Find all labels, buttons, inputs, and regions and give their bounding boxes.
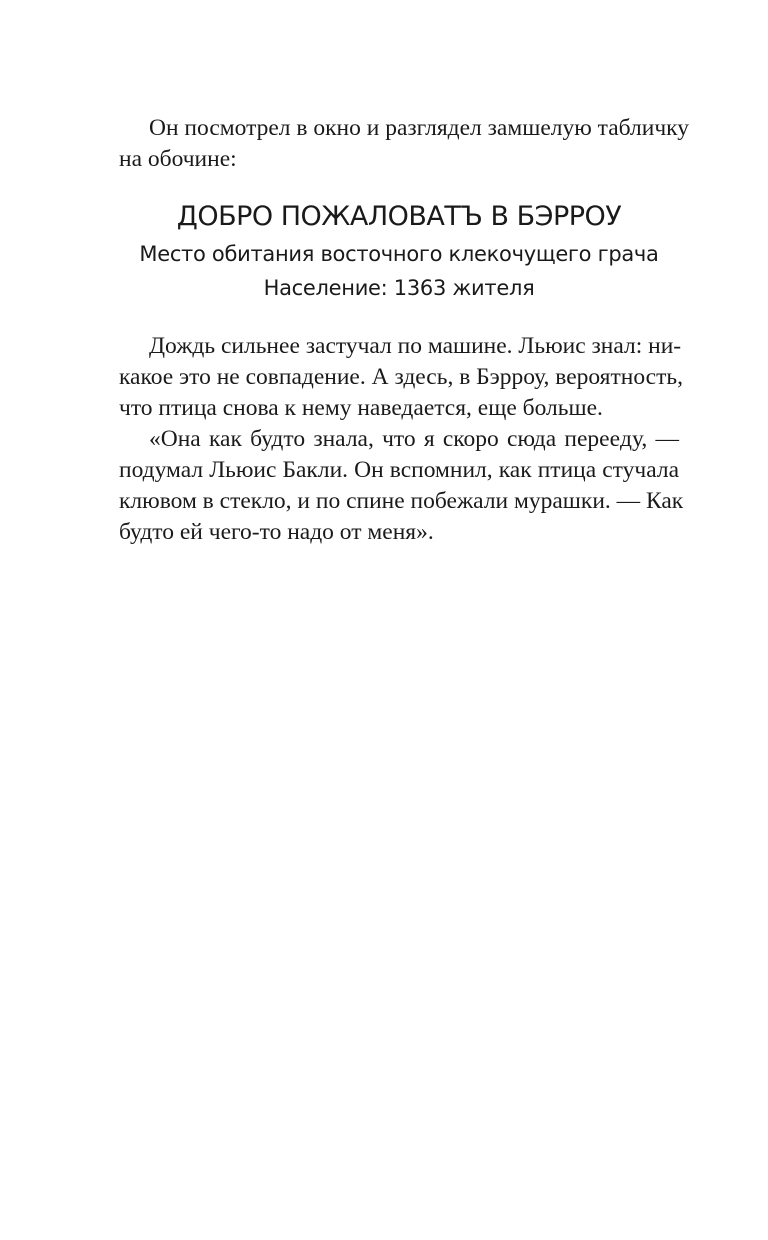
paragraph-2-line-3: клювом в стекло, и по спине побежали мурашки. — Как xyxy=(119,488,684,514)
sign-population: Население: 1363 жителя xyxy=(263,276,535,300)
paragraph-2-line-2: подумал Льюис Бакли. Он вспомнил, как птица стучала xyxy=(119,457,679,483)
body-text xyxy=(119,331,684,548)
paragraph-1-line-3: что птица снова к нему наведается, еще больше. xyxy=(119,395,603,421)
sign-subtitle: Место обитания восточного клекочущего грача xyxy=(139,242,659,266)
sign-title: ДОБРО ПОЖАЛОВАТЪ В БЭРРОУ xyxy=(176,201,622,232)
paragraph-2-line-4: будто ей чего-то надо от меня». xyxy=(119,519,434,545)
paragraph-2-line-1: «Она как будто знала, что я скоро сюда переeду, — xyxy=(149,426,679,452)
paragraph-2 xyxy=(119,424,684,548)
intro-paragraph xyxy=(119,113,689,175)
road-sign xyxy=(119,197,679,305)
intro-line-1: Он посмотрел в окно и разглядел замшелую табличку xyxy=(149,115,689,141)
intro-line-2: на обочине: xyxy=(119,146,237,172)
paragraph-1-line-1: Дождь сильнее застучал по машине. Льюис знал: ни- xyxy=(149,333,682,359)
paragraph-1-line-2: какое это не совпадение. А здесь, в Бэрроу, вероятность, xyxy=(119,364,683,390)
paragraph-1 xyxy=(119,331,683,424)
